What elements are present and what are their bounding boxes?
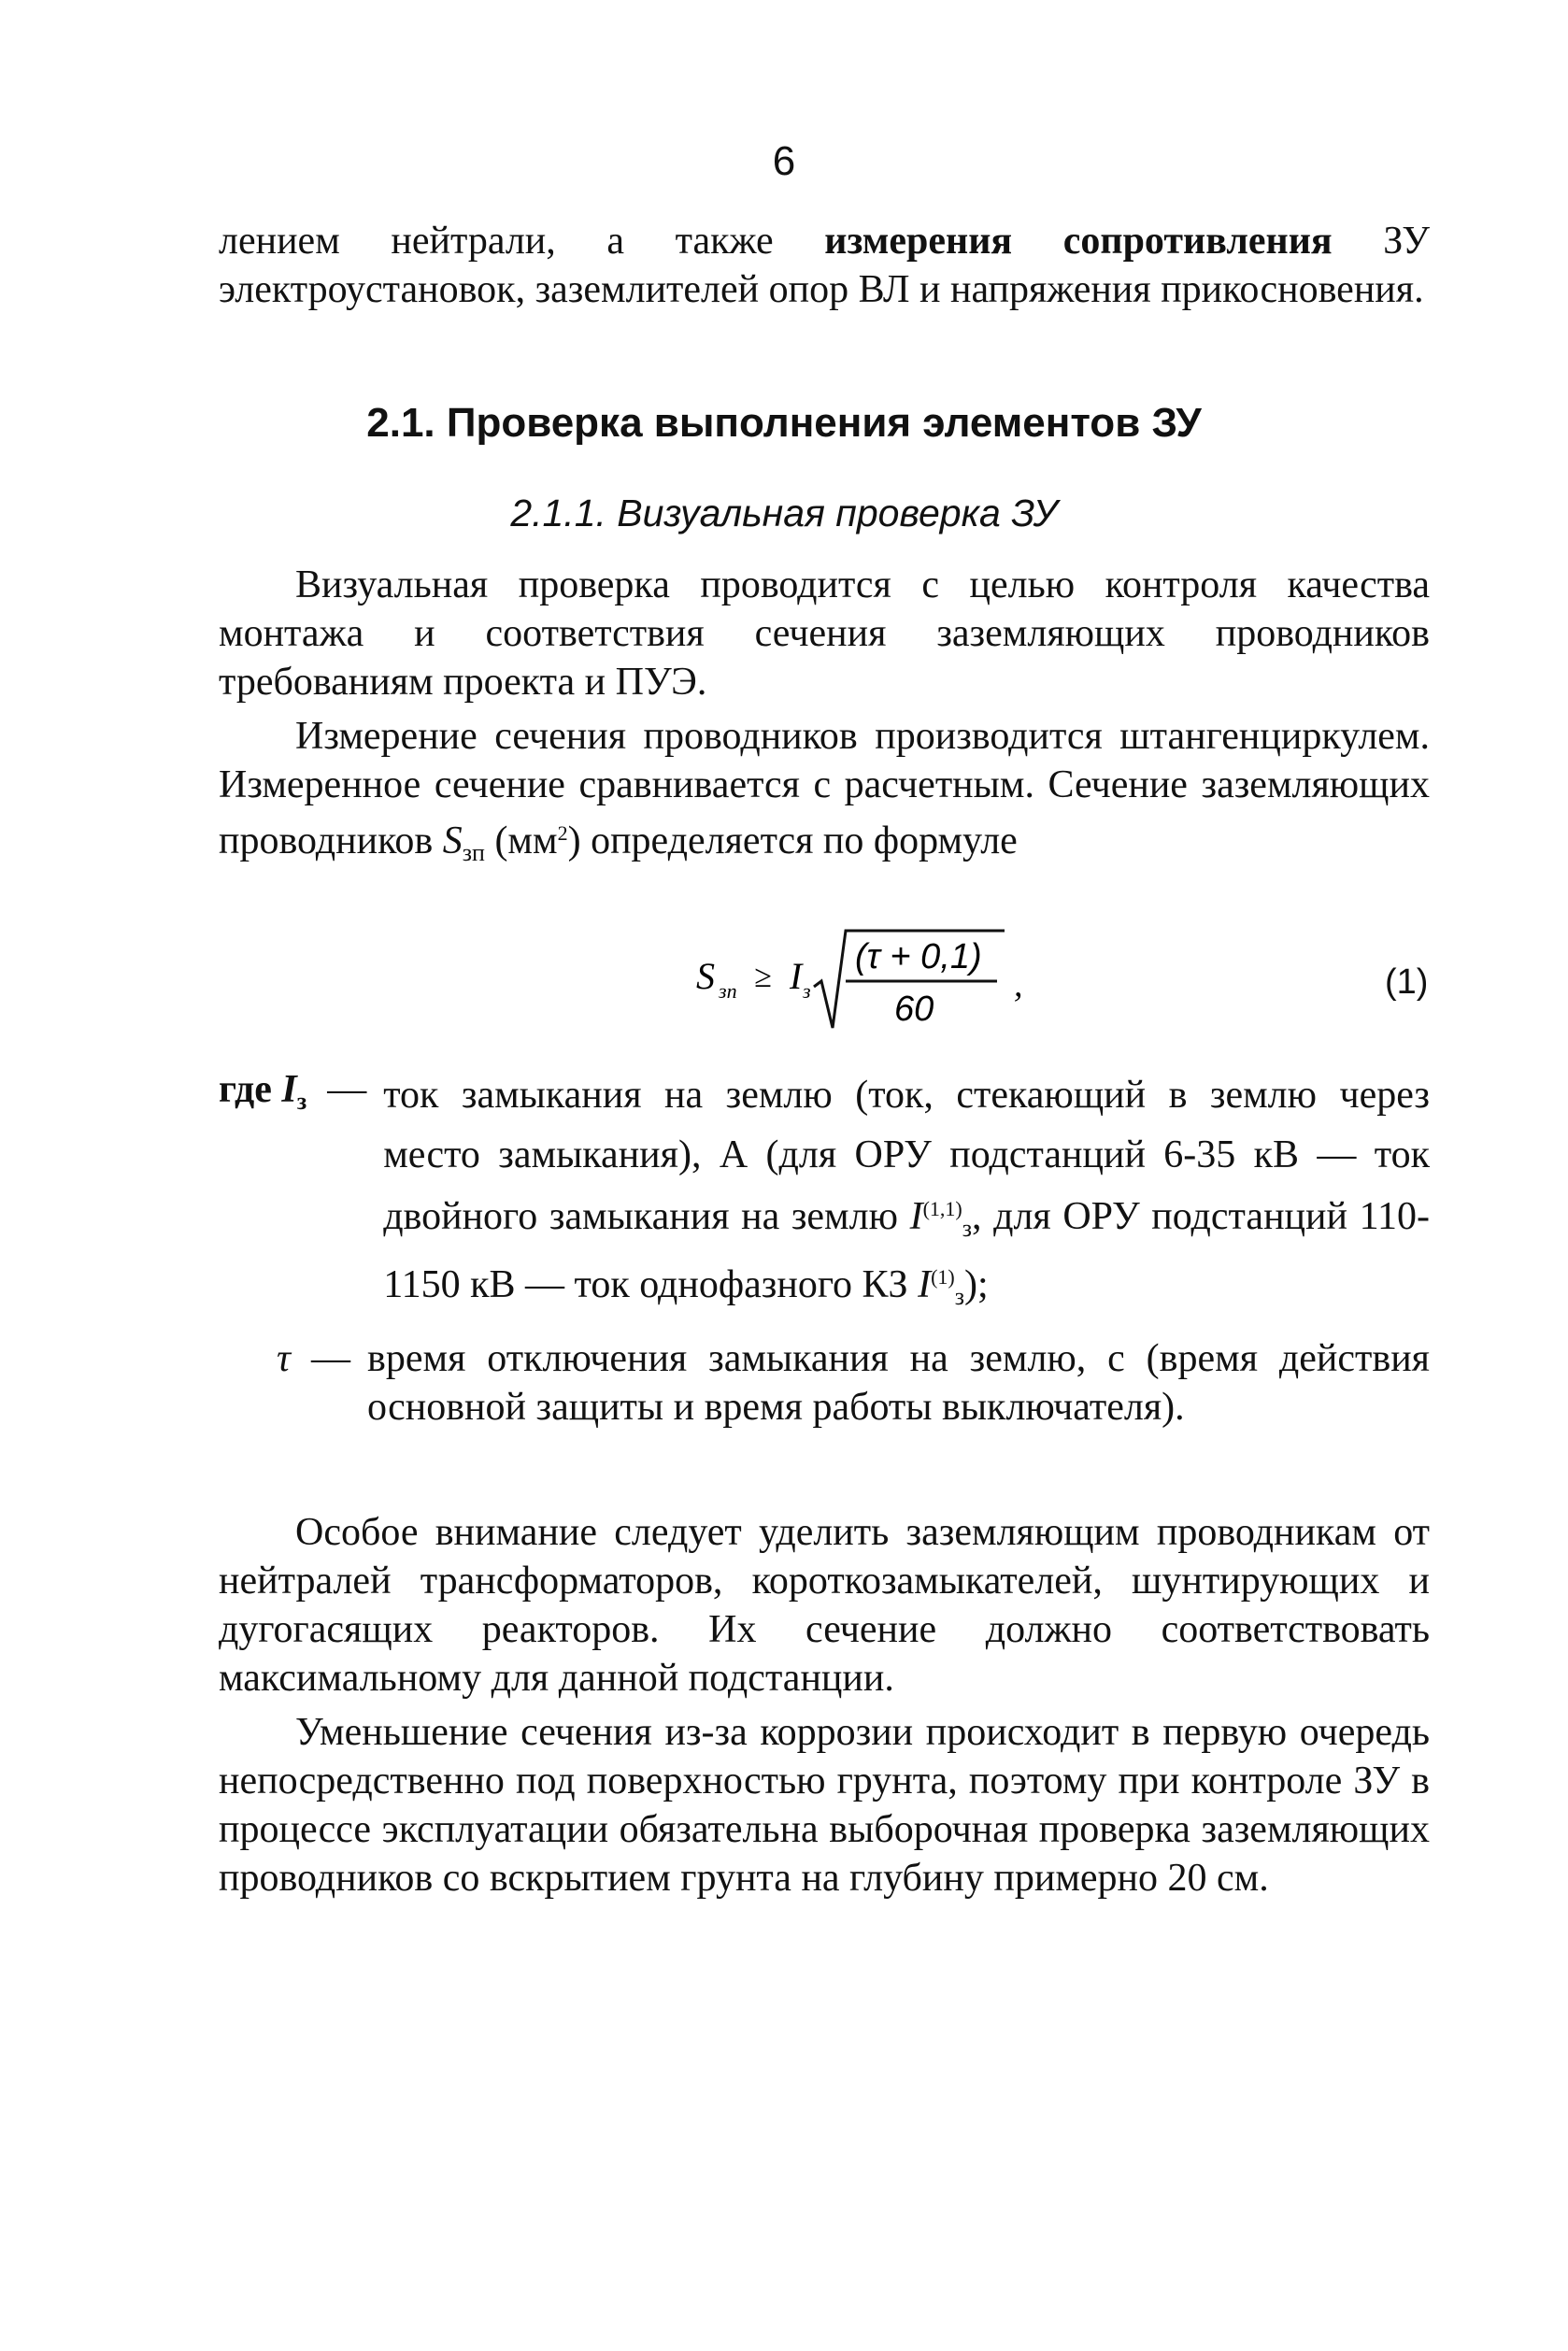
- formula-relation: ≥: [754, 960, 772, 994]
- definitions-list: [219, 1065, 1430, 1437]
- measurement-text: Измерение сечения проводников производится штангенциркулем. Измеренное сечение сравнивается с расчетным. Сечение заземляющих проводников: [219, 715, 1430, 862]
- body-paragraphs: [219, 561, 1430, 877]
- formula-denominator: 60: [894, 990, 934, 1029]
- paragraph-measurement: [219, 712, 1430, 877]
- paragraph-special-attention: Особое внимание следует уделить заземляющим проводникам от нейтралей трансформаторов, короткозамыкателей, шунтирующих и дугогасящих реакторов. Их сечение должно соответствовать максимальному для данной подстанции.: [219, 1511, 1430, 1700]
- definition-text-3: );: [964, 1263, 989, 1306]
- formula-number: (1): [1385, 962, 1429, 1002]
- paragraph-visual-check: Визуальная проверка проводится с целью контроля качества монтажа и соответствия сечения заземляющих проводников требованиям проекта и ПУЭ.: [219, 563, 1430, 704]
- formula-factor: I: [790, 955, 803, 997]
- definition-item: [219, 1334, 1430, 1432]
- formula-graphic: [696, 925, 1051, 1037]
- formula-lhs-sub: зп: [719, 979, 737, 1003]
- definition-body: время отключения замыкания на землю, с (время действия основной защиты и время работы выключателя).: [367, 1337, 1430, 1429]
- definition-body: [383, 1065, 1430, 1321]
- intro-text-before: лением нейтрали, а также: [219, 220, 825, 263]
- subsection-heading: 2.1.1. Визуальная проверка ЗУ: [510, 492, 1058, 534]
- definition-symbol-2-sub: з: [962, 1215, 972, 1242]
- definition-symbol-3-sub: з: [954, 1283, 964, 1310]
- formula-numerator: (τ + 0,1): [855, 937, 982, 976]
- definition-symbol-3: I: [918, 1263, 932, 1306]
- definition-symbol-3-sup: (1): [931, 1265, 955, 1289]
- formula-lhs: S: [696, 955, 715, 997]
- term-symbol: I: [281, 1068, 297, 1111]
- definitions-lead: где: [219, 1068, 272, 1111]
- section-heading: 2.1. Проверка выполнения элементов ЗУ: [366, 400, 1202, 446]
- intro-bold-text: измерения сопротивления: [824, 220, 1333, 263]
- symbol-s: S: [442, 819, 463, 862]
- intro-paragraph: [219, 217, 1430, 314]
- formula-factor-sub: з: [803, 979, 811, 1003]
- definition-dash: —: [327, 1068, 367, 1111]
- definition-symbol-2-sup: (1,1): [922, 1197, 962, 1220]
- definition-term: τ: [277, 1337, 292, 1380]
- definition-text-2: , для ОРУ подстанций 110-1150 кВ — ток однофазного КЗ: [383, 1195, 1430, 1306]
- intro-text-after: ЗУ электроустановок, заземлителей опор ВЛ и напряжения прикосновения.: [219, 220, 1430, 311]
- definition-item: [219, 1065, 1430, 1321]
- formula-trailing: ,: [1014, 965, 1023, 1005]
- definition-text: ток замыкания на землю (ток, стекающий в землю через место замыкания), А (для ОРУ подстанций 6-35 кВ — ток двойного замыкания на землю: [383, 1074, 1430, 1238]
- symbol-s-subscript: зп: [462, 839, 485, 866]
- unit-superscript: 2: [557, 821, 568, 845]
- unit-open: (мм: [484, 819, 558, 862]
- page-number: 6: [772, 138, 796, 184]
- definition-dash: —: [311, 1337, 351, 1380]
- formula: [696, 925, 1051, 1037]
- definition-symbol-2: I: [909, 1195, 923, 1238]
- term-symbol-sub: з: [296, 1088, 307, 1115]
- closing-paragraphs: [219, 1508, 1430, 1902]
- paragraph-corrosion: Уменьшение сечения из-за коррозии происходит в первую очередь непосредственно под поверхностью грунта, поэтому при контроле ЗУ в процессе эксплуатации обязательна выборочная проверка заземляющих проводников со вскрытием грунта на глубину примерно 20 см.: [219, 1711, 1430, 1900]
- definition-term: [219, 1065, 306, 1321]
- measurement-text-end: ) определяется по формуле: [567, 819, 1018, 862]
